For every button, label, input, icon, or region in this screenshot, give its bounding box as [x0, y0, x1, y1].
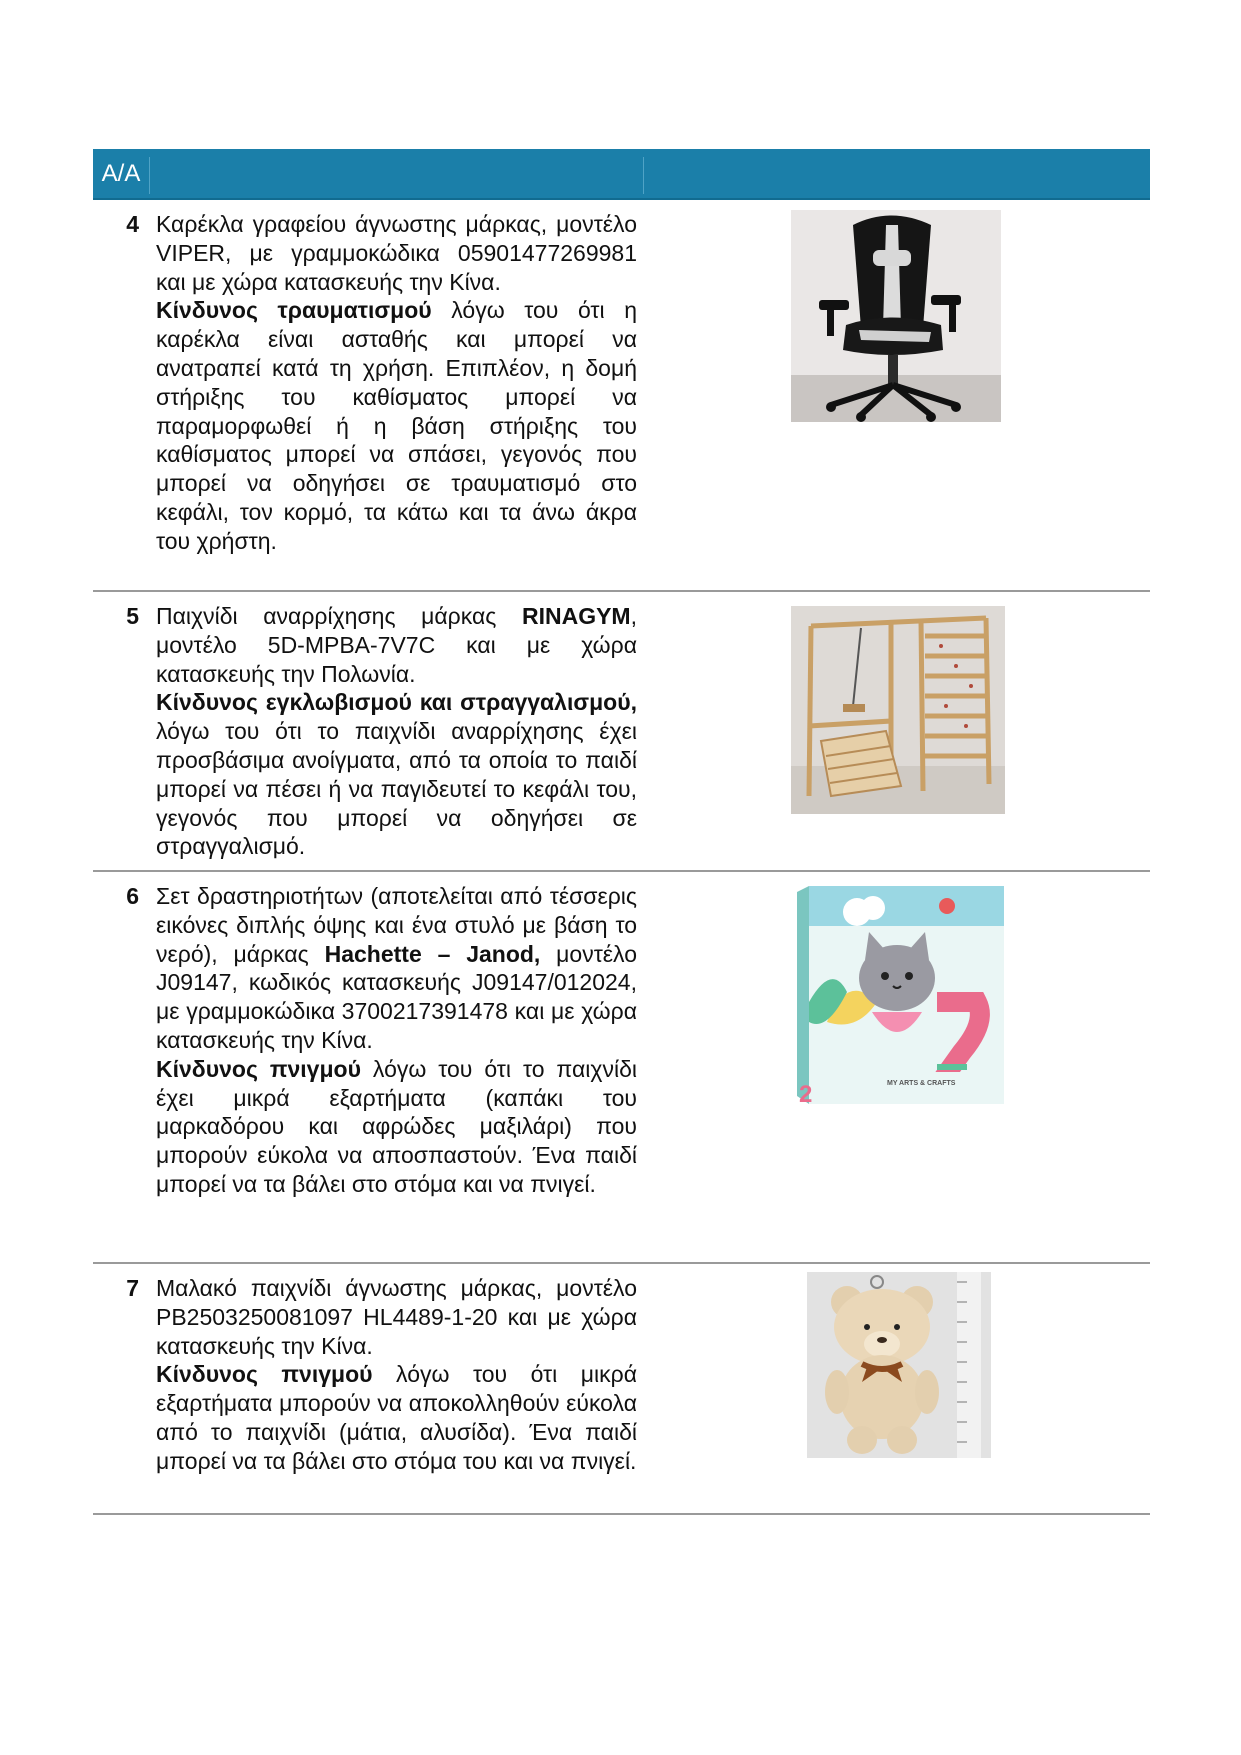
box-number: 2 [799, 1081, 813, 1108]
teddy-bear-icon [807, 1272, 991, 1458]
risk-paragraph [156, 688, 637, 861]
activity-set-image [787, 882, 1009, 1110]
climbing-frame-image [791, 606, 1005, 814]
risk-paragraph [156, 1055, 637, 1199]
teddy-bear-image [807, 1272, 991, 1458]
header-col-aa: A/A [101, 160, 141, 187]
risk-title: Κίνδυνος τραυματισμού [156, 297, 432, 324]
desc-text: , μοντέλο 5D-MPBA-7V7C και με χώρα κατασκευής την Πολωνία. [156, 603, 637, 687]
table-header [93, 149, 1150, 200]
row-number: 5 [126, 603, 139, 629]
table-row [93, 1264, 1150, 1515]
product-table [93, 149, 1150, 1515]
brand-name: RINAGYM [521, 603, 631, 629]
risk-title: Κίνδυνος εγκλωβισμού και στραγγαλισμού, [156, 689, 637, 716]
activity-box-icon [787, 882, 1009, 1110]
risk-paragraph [156, 1360, 637, 1475]
row-description [156, 882, 637, 1199]
row-number: 4 [126, 211, 139, 237]
risk-title: Κίνδυνος πνιγμού [156, 1361, 373, 1388]
table-row [93, 200, 1150, 592]
desc-text: μοντέλο J09147, κωδικός κατασκευής J09147/012024, με γραμμοκώδικα 3700217391478 και με χώρα κατασκευής την Κίνα. [156, 940, 637, 1053]
box-label: MY ARTS & CRAFTS [887, 1080, 956, 1087]
climbing-frame-icon [791, 606, 1005, 814]
risk-text: λόγω του ότι το παιχνίδι έχει μικρά εξαρτήματα (καπάκι του μαρκαδόρου και αφρώδες μαξιλάρι) που μπορούν εύκολα να αποσπαστούν. Ένα παιδί μπορεί να τα βάλει στο στόμα και να πνιγεί. [156, 1055, 637, 1197]
row-number: 6 [126, 883, 139, 909]
brand-name: Hachette – Janod, [324, 940, 541, 967]
header-divider [643, 157, 644, 194]
row-description [156, 1274, 637, 1476]
product-desc: Καρέκλα γραφείου άγνωστης μάρκας, μοντέλο VIPER, με γραμμοκώδικα 05901477269981 και με χώρα κατασκευής την Κίνα. [156, 211, 637, 295]
row-number: 7 [126, 1275, 139, 1301]
row-description [156, 602, 637, 861]
table-row [93, 872, 1150, 1264]
risk-title: Κίνδυνος πνιγμού [156, 1055, 361, 1082]
desc-text: Σετ δραστηριοτήτων (αποτελείται από τέσσερις εικόνες διπλής όψης και ένα στυλό με βάση το νερό), μάρκας [156, 883, 637, 967]
risk-text: λόγω του ότι η καρέκλα είναι ασταθής και μπορεί να ανατραπεί κατά τη χρήση. Επιπλέον, η δομή στήριξης του καθίσματος μπορεί να παραμορφωθεί ή η βάση στήριξης του καθίσματος μπορεί να σπάσει, γεγονός που μπορεί να οδηγήσει σε τραυματισμό στο κεφάλι, τον κορμό, τα κάτω και τα άνω άκρα του χρήστη. [156, 297, 637, 554]
product-desc: Μαλακό παιχνίδι άγνωστης μάρκας, μοντέλο PB2503250081097 HL4489-1-20 και με χώρα κατασκευής την Κίνα. [156, 1275, 637, 1359]
desc-text: Παιχνίδι αναρρίχησης μάρκας [156, 603, 522, 629]
header-divider [149, 157, 150, 194]
product-desc [156, 882, 637, 1055]
risk-paragraph [156, 296, 637, 555]
office-chair-image [791, 210, 1001, 422]
office-chair-icon [791, 210, 1001, 422]
risk-text: λόγω του ότι μικρά εξαρτήματα μπορούν να αποκολληθούν εύκολα από το παιχνίδι (μάτια, αλυσίδα). Ένα παιδί μπορεί να τα βάλει στο στόμα του και να πνιγεί. [156, 1361, 637, 1474]
row-description [156, 210, 637, 556]
product-desc [156, 602, 637, 688]
risk-text: λόγω του ότι το παιχνίδι αναρρίχησης έχει προσβάσιμα ανοίγματα, από τα οποία το παιδί μπορεί να πέσει ή να παγιδευτεί το κεφάλι του, γεγονός που μπορεί να οδηγήσει σε στραγγαλισμό. [156, 718, 637, 860]
table-row [93, 592, 1150, 872]
